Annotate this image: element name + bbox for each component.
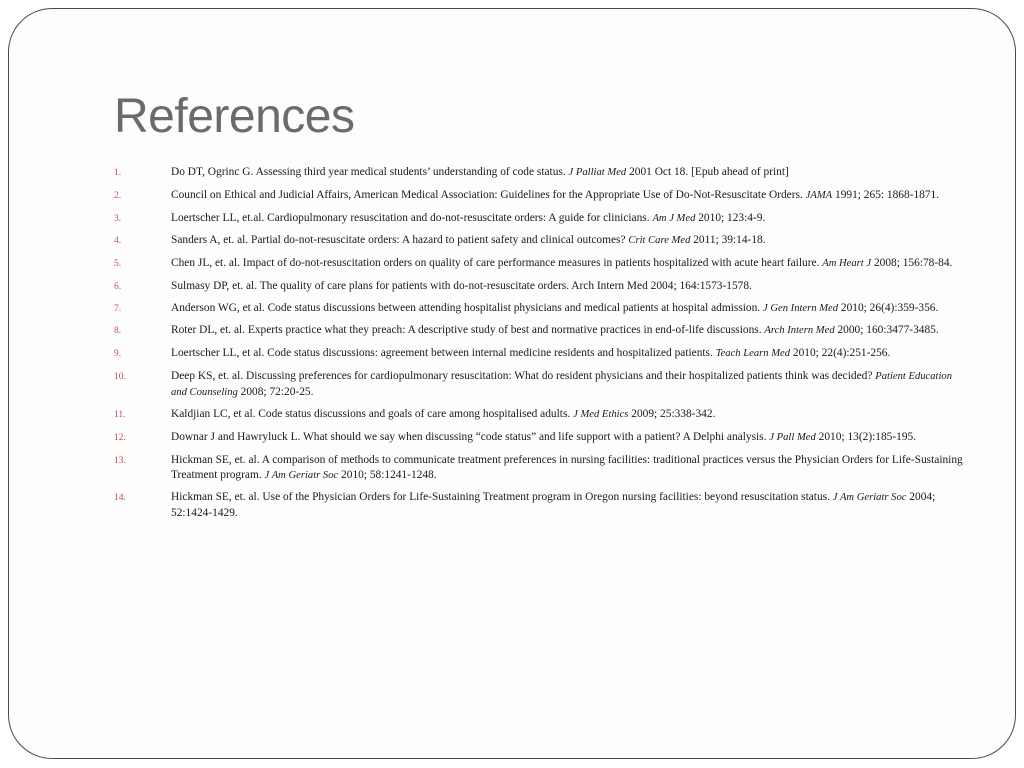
reference-text [171,234,766,246]
reference-number: 1. [114,168,122,178]
slide [8,8,1016,759]
reference-volume-pages: 2010; 22(4):251-256. [790,347,891,360]
reference-text [171,302,938,314]
reference-citation: Do DT, Ogrinc G. Assessing third year medical students’ understanding of code status. [171,166,569,178]
reference-number: 11. [114,410,126,421]
reference-text [171,370,952,398]
reference-citation: Loertscher LL, et al. Code status discussions: agreement between internal medicine residents and hospitalized patients. [171,347,716,360]
reference-citation: Roter DL, et. al. Experts practice what they preach: A descriptive study of best and normative practices in end-of-life discussions. [171,324,765,337]
reference-journal: J Am Geriatr Soc [264,469,339,481]
reference-number: 14. [114,493,126,504]
reference-text [171,431,916,443]
reference-citation: Downar J and Hawryluck L. What should we say when discussing “code status” and life support with a patient? A Delphi analysis. [171,431,770,444]
reference-citation: Loertscher LL, et.al. Cardiopulmonary resuscitation and do-not-resuscitate orders: A guide for clinicians. [171,211,653,224]
reference-volume-pages: 2001 Oct 18. [Epub ahead of print] [626,166,789,178]
reference-citation: Sanders A, et. al. Partial do-not-resuscitate orders: A hazard to patient safety and clinical outcomes? [171,234,629,247]
reference-citation: Sulmasy DP, et. al. The quality of care plans for patients with do-not-resuscitate orders. Arch Intern Med 2004; 164:1573-1578. [171,279,752,292]
reference-text [171,408,715,420]
reference-item [114,346,969,362]
reference-journal: J Palliat Med [568,167,627,178]
reference-item [114,256,969,272]
reference-text [171,257,952,269]
reference-item [114,233,969,249]
reference-text [171,280,752,292]
reference-journal: J Gen Intern Med [763,302,839,314]
reference-journal: Crit Care Med [628,235,691,247]
reference-journal: Am Heart J [822,258,872,270]
reference-number: 2. [114,190,122,201]
reference-volume-pages: 2010; 26(4):359-356. [838,301,939,314]
reference-item [114,490,969,520]
reference-citation: Hickman SE, et. al. Use of the Physician Orders for Life-Sustaining Treatment program in Oregon nursing facilities: beyond resuscitation status. [171,491,833,504]
reference-item [114,407,969,423]
slide-title: References [114,90,355,143]
reference-volume-pages: 2009; 25:338-342. [628,408,716,421]
reference-volume-pages: 2008; 72:20-25. [237,385,314,398]
reference-number: 8. [114,326,122,337]
reference-journal: J Med Ethics [573,409,629,421]
reference-text [171,491,935,519]
reference-item [114,279,969,294]
reference-number: 13. [114,455,126,466]
reference-number: 5. [114,259,122,270]
reference-volume-pages: 2010; 123:4-9. [695,211,766,224]
reference-volume-pages: 2011; 39:14-18. [690,234,766,247]
reference-volume-pages: 2010; 58:1241-1248. [338,468,437,481]
reference-volume-pages: 1991; 265: 1868-1871. [832,188,940,201]
reference-item [114,369,969,400]
reference-item [114,323,969,339]
reference-journal: Arch Intern Med [764,325,835,337]
reference-list [114,165,969,528]
reference-item [114,301,969,317]
reference-journal: Am J Med [652,212,696,224]
reference-item [114,453,969,483]
reference-citation: Deep KS, et. al. Discussing preferences for cardiopulmonary resuscitation: What do resident physicians and their hospitalized patients think was decided? [171,370,876,383]
reference-number: 4. [114,236,122,247]
reference-number: 12. [114,433,126,444]
reference-citation: Kaldjian LC, et al. Code status discussions and goals of care among hospitalised adults. [171,408,574,421]
reference-text [171,454,963,481]
reference-text [171,212,765,224]
reference-journal: J Am Geriatr Soc [832,492,907,504]
reference-volume-pages: 2000; 160:3477-3485. [834,324,939,337]
reference-citation: Council on Ethical and Judicial Affairs, American Medical Association: Guidelines for the Appropriate Use of Do-Not-Resuscitate Orders. [171,188,806,201]
reference-volume-pages: 2004; 52:1424-1429. [171,491,936,519]
reference-number: 7. [114,303,122,314]
reference-journal: J Pall Med [769,432,816,444]
reference-item [114,188,969,204]
reference-text [171,189,939,201]
reference-text [171,324,939,336]
reference-number: 6. [114,281,122,292]
reference-number: 3. [114,213,122,224]
reference-citation: Chen JL, et. al. Impact of do-not-resuscitation orders on quality of care performance measures in patients hospitalized with acute heart failure. [171,257,823,270]
reference-citation: Hickman SE, et. al. A comparison of methods to communicate treatment preferences in nursing facilities: traditional practices versus the Physician Orders for Life-Sustaining Treatment program. [171,453,963,481]
reference-journal: JAMA [805,189,833,201]
reference-volume-pages: 2008; 156:78-84. [871,257,953,270]
reference-item [114,211,969,227]
reference-text [171,347,890,359]
reference-journal: Patient Education and Counseling [171,371,953,398]
reference-item [114,165,969,181]
reference-item [114,430,969,446]
reference-number: 9. [114,349,122,360]
reference-journal: Teach Learn Med [715,348,791,360]
reference-text [171,166,789,178]
reference-volume-pages: 2010; 13(2):185-195. [815,431,917,444]
reference-number: 10. [114,372,126,383]
reference-citation: Anderson WG, et al. Code status discussions between attending hospitalist physicians and medical patients at hospital admission. [171,301,764,314]
